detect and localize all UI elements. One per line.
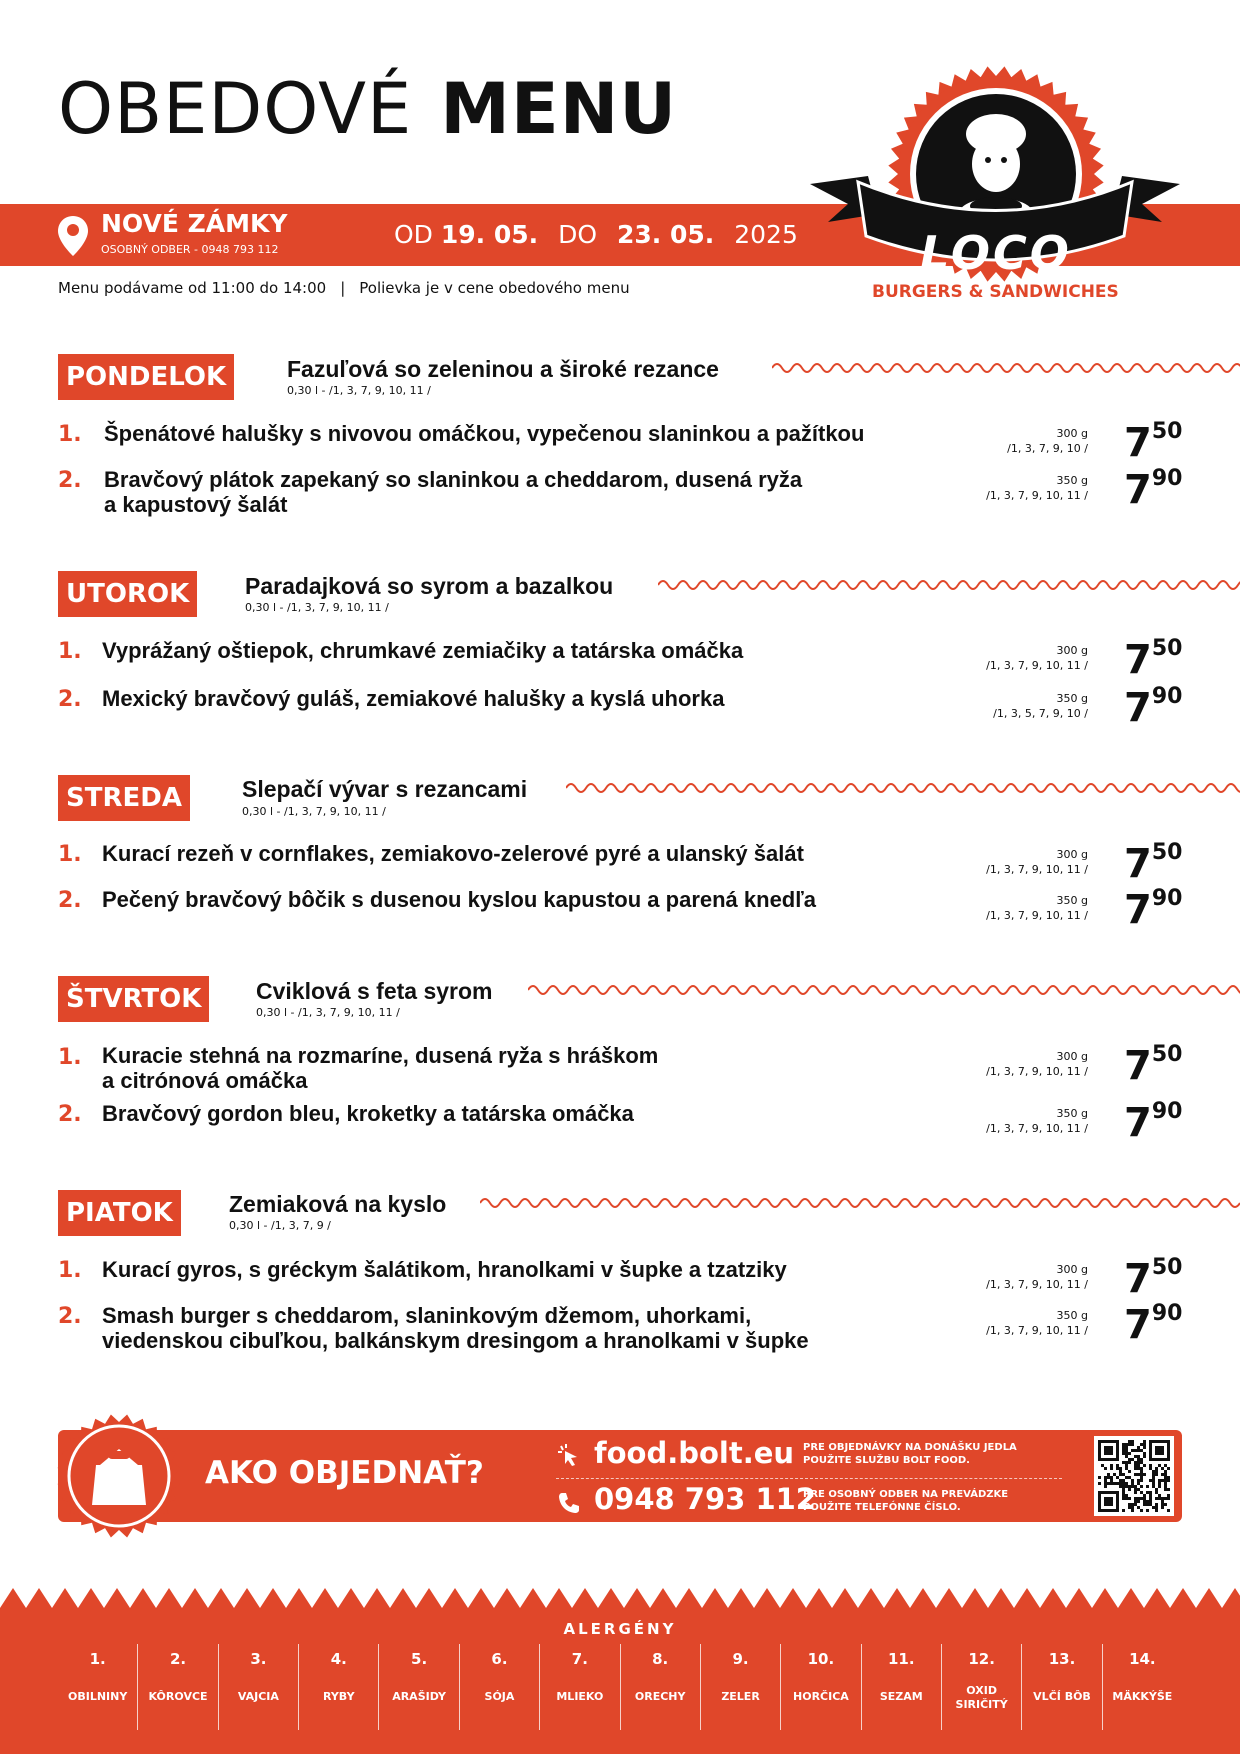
- allergen-number: 11.: [887, 1650, 915, 1668]
- phone-icon: [556, 1490, 582, 1516]
- phone-note: PRE OSOBNÝ ODBER NA PREVÁDZKE POUŽITE TELEFÓNNE ČÍSLO.: [803, 1489, 1009, 1513]
- qr-code-icon[interactable]: [1094, 1436, 1174, 1516]
- dish-price: $7^{50}$: [1124, 1042, 1183, 1089]
- allergen-name: OXID SIRIČITÝ: [955, 1684, 1008, 1711]
- pickup-phone: OSOBNÝ ODBER - 0948 793 112: [101, 243, 279, 256]
- dish-price: $7^{90}$: [1124, 684, 1183, 731]
- order-title: AKO OBJEDNAŤ?: [205, 1455, 484, 1491]
- dish-price: $7^{90}$: [1124, 1099, 1183, 1146]
- allergen-name: RYBY: [322, 1690, 355, 1703]
- allergen-item: [378, 1644, 458, 1730]
- allergen-number: 6.: [491, 1650, 508, 1668]
- title-obedove: OBEDOVÉ: [58, 68, 413, 150]
- takeaway-bag-icon: [56, 1413, 182, 1539]
- soup-thursday: Cviklová s feta syrom: [256, 978, 493, 1004]
- allergen-item: [700, 1644, 780, 1730]
- day-label-tuesday: UTOROK: [58, 571, 197, 617]
- allergen-item: [1102, 1644, 1182, 1730]
- info-separator: |: [340, 279, 346, 297]
- dish-price: $7^{90}$: [1124, 1301, 1183, 1348]
- allergen-number: 2.: [169, 1650, 187, 1668]
- date-to-prefix: DO: [558, 220, 598, 249]
- soup-friday: Zemiaková na kyslo: [229, 1191, 447, 1217]
- date-from-prefix: OD: [394, 220, 433, 249]
- dish-price: $7^{50}$: [1124, 1255, 1183, 1302]
- allergen-name: ARAŠIDY: [392, 1690, 447, 1703]
- day-label-friday: PIATOK: [58, 1190, 181, 1236]
- soup-allergens-thursday: 0,30 l - /1, 3, 7, 9, 10, 11 /: [256, 1006, 400, 1019]
- allergen-item: [137, 1644, 217, 1730]
- dish-name: Kuracie stehná na rozmaríne, dusená ryža s hráškom a citrónová omáčka: [102, 1043, 659, 1093]
- allergen-name: SÓJA: [484, 1690, 515, 1703]
- allergen-name: MLIEKO: [556, 1690, 604, 1703]
- allergen-number: 9.: [732, 1650, 749, 1668]
- dish-number: 2.: [58, 888, 82, 913]
- allergen-item: [459, 1644, 539, 1730]
- wave-divider: [566, 778, 1240, 798]
- soup-allergens-tuesday: 0,30 l - /1, 3, 7, 9, 10, 11 /: [245, 601, 389, 614]
- dish-number: 1.: [58, 842, 82, 867]
- allergen-number: 5.: [411, 1650, 428, 1668]
- date-range: [394, 220, 798, 249]
- wave-divider: [772, 358, 1240, 378]
- date-from: 19. 05.: [440, 220, 539, 249]
- dish-price: $7^{90}$: [1124, 466, 1183, 513]
- allergen-name: SEZAM: [879, 1690, 923, 1703]
- dish-weight: 350 g /1, 3, 7, 9, 10, 11 /: [986, 1107, 1088, 1135]
- location-pin-icon: [56, 215, 90, 257]
- logo-wordmark: LOCO: [920, 226, 1072, 280]
- order-website[interactable]: food.bolt.eu: [594, 1436, 795, 1470]
- soup-allergens-monday: 0,30 l - /1, 3, 7, 9, 10, 11 /: [287, 384, 431, 397]
- dish-weight: 350 g /1, 3, 7, 9, 10, 11 /: [986, 474, 1088, 502]
- city-name: NOVÉ ZÁMKY: [101, 209, 288, 238]
- allergen-item: [861, 1644, 941, 1730]
- day-label-wednesday: STREDA: [58, 775, 190, 821]
- date-to: 23. 05.: [617, 220, 715, 249]
- allergen-number: 7.: [571, 1650, 588, 1668]
- title-menu: MENU: [440, 68, 678, 150]
- allergen-number: 4.: [330, 1650, 347, 1668]
- dish-name: Bravčový plátok zapekaný so slaninkou a cheddarom, dusená ryža a kapustový šalát: [104, 467, 803, 517]
- dish-number: 1.: [58, 639, 82, 664]
- soup-wednesday: Slepačí vývar s rezancami: [242, 776, 528, 802]
- allergen-number: 8.: [652, 1650, 669, 1668]
- dish-number: 2.: [58, 687, 82, 712]
- day-label-monday: PONDELOK: [58, 354, 234, 400]
- allergens-list: [58, 1644, 1182, 1730]
- dish-price: $7^{50}$: [1124, 840, 1183, 887]
- website-note: PRE OBJEDNÁVKY NA DONÁŠKU JEDLA POUŽITE SLUŽBU BOLT FOOD.: [803, 1442, 1017, 1466]
- dish-name: Mexický bravčový guláš, zemiakové halušky a kyslá uhorka: [102, 686, 725, 711]
- allergen-number: 1.: [89, 1650, 106, 1668]
- cursor-click-icon: [556, 1443, 582, 1469]
- dish-price: $7^{50}$: [1124, 636, 1183, 683]
- dish-name: Pečený bravčový bôčik s dusenou kyslou kapustou a parená knedľa: [102, 887, 816, 912]
- dish-weight: 350 g /1, 3, 5, 7, 9, 10 /: [993, 692, 1088, 720]
- serving-hours: Menu podávame od 11:00 do 14:00: [58, 279, 327, 297]
- dish-name: Vyprážaný oštiepok, chrumkavé zemiačiky a tatárska omáčka: [102, 638, 744, 663]
- allergens-title: ALERGÉNY: [563, 1620, 677, 1638]
- allergen-number: 12.: [968, 1650, 995, 1668]
- order-phone[interactable]: 0948 793 112: [594, 1482, 816, 1516]
- year: 2025: [734, 220, 798, 249]
- logo-subtitle: BURGERS & SANDWICHES: [872, 282, 1119, 302]
- page-title: [58, 68, 678, 150]
- dish-weight: 300 g /1, 3, 7, 9, 10, 11 /: [986, 848, 1088, 876]
- dish-name: Kurací gyros, s gréckym šalátikom, hranolkami v šupke a tzatziky: [102, 1257, 787, 1282]
- soup-monday: Fazuľová so zeleninou a široké rezance: [287, 356, 719, 382]
- allergen-item: [780, 1644, 860, 1730]
- allergen-name: VLČÍ BÔB: [1033, 1690, 1091, 1703]
- allergen-number: 13.: [1048, 1650, 1076, 1668]
- wave-divider: [528, 980, 1240, 1000]
- soup-tuesday: Paradajková so syrom a bazalkou: [245, 573, 614, 599]
- allergen-name: MÄKKÝŠE: [1112, 1690, 1173, 1703]
- allergen-name: ORECHY: [634, 1690, 686, 1703]
- allergen-item: [620, 1644, 700, 1730]
- day-label-thursday: ŠTVRTOK: [58, 976, 209, 1022]
- soup-note: Polievka je v cene obedového menu: [359, 279, 630, 297]
- dish-weight: 300 g /1, 3, 7, 9, 10, 11 /: [986, 1263, 1088, 1291]
- wave-divider: [480, 1193, 1240, 1213]
- dish-name: Špenátové halušky s nivovou omáčkou, vypečenou slaninkou a pažítkou: [104, 421, 865, 446]
- allergen-item: [218, 1644, 298, 1730]
- dish-weight: 300 g /1, 3, 7, 9, 10, 11 /: [986, 644, 1088, 672]
- dish-number: 1.: [58, 422, 82, 447]
- allergen-name: KÔROVCE: [148, 1690, 208, 1703]
- allergen-name: ZELER: [721, 1690, 760, 1703]
- dish-weight: 300 g /1, 3, 7, 9, 10, 11 /: [986, 1050, 1088, 1078]
- allergen-name: OBILNINY: [68, 1690, 128, 1703]
- dish-name: Kurací rezeň v cornflakes, zemiakovo-zelerové pyré a ulanský šalát: [102, 841, 804, 866]
- dish-name: Bravčový gordon bleu, kroketky a tatárska omáčka: [102, 1101, 634, 1126]
- dish-price: $7^{50}$: [1124, 419, 1183, 466]
- dish-price: $7^{90}$: [1124, 886, 1183, 933]
- soup-allergens-friday: 0,30 l - /1, 3, 7, 9 /: [229, 1219, 331, 1232]
- allergen-number: 3.: [250, 1650, 267, 1668]
- dish-number: 1.: [58, 1045, 82, 1070]
- dish-number: 2.: [58, 1102, 82, 1127]
- allergen-number: 14.: [1129, 1650, 1156, 1668]
- order-divider: [556, 1478, 1062, 1479]
- allergen-name: VAJCIA: [237, 1690, 279, 1703]
- allergen-number: 10.: [807, 1650, 835, 1668]
- allergen-item: [58, 1644, 137, 1730]
- allergen-item: [941, 1644, 1021, 1730]
- dish-number: 2.: [58, 1304, 82, 1329]
- allergen-item: [1021, 1644, 1101, 1730]
- dish-number: 1.: [58, 1258, 82, 1283]
- dish-weight: 300 g /1, 3, 7, 9, 10 /: [1007, 427, 1088, 455]
- allergen-name: HORČICA: [793, 1690, 849, 1703]
- allergen-item: [539, 1644, 619, 1730]
- serving-info: [58, 279, 630, 297]
- dish-weight: 350 g /1, 3, 7, 9, 10, 11 /: [986, 1309, 1088, 1337]
- dish-number: 2.: [58, 468, 82, 493]
- soup-allergens-wednesday: 0,30 l - /1, 3, 7, 9, 10, 11 /: [242, 805, 386, 818]
- wave-divider: [658, 575, 1240, 595]
- allergen-item: [298, 1644, 378, 1730]
- dish-name: Smash burger s cheddarom, slaninkovým džemom, uhorkami, viedenskou cibuľkou, balkánskym dresingom a hranolkami v šupke: [102, 1303, 809, 1353]
- dish-weight: 350 g /1, 3, 7, 9, 10, 11 /: [986, 894, 1088, 922]
